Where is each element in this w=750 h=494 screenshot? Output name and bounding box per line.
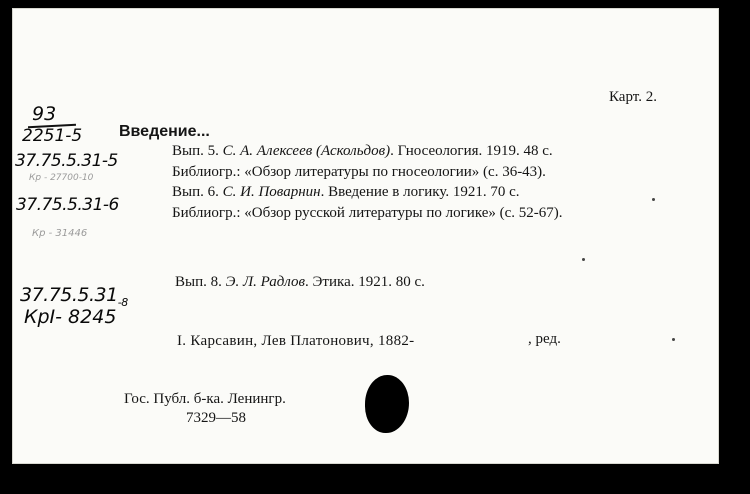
entry-prefix: Вып. 8.: [175, 274, 226, 290]
speck: [672, 338, 675, 341]
entry-line: [172, 183, 520, 201]
added-entry: I. Карсавин, Лев Платонович, 1882-: [177, 333, 415, 349]
entry-rest: . Введение в логику. 1921. 70 с.: [320, 184, 520, 200]
entry-rest: . Гносеология. 1919. 48 с.: [390, 143, 553, 159]
entry-line: [172, 142, 553, 160]
shelf-mark-3-sub: -8: [117, 295, 128, 309]
handwritten-number: 93: [32, 103, 57, 125]
entry-line: Библиогр.: «Обзор литературы по гносеологии» (с. 36-43).: [172, 164, 546, 180]
entry-prefix: Вып. 6.: [172, 184, 223, 200]
entry-author: С. А. Алексеев (Аскольдов): [222, 143, 391, 159]
faint-mark-1: Кр - 27700-10: [29, 173, 94, 183]
entry-line: Библиогр.: «Обзор русской литературы по логике» (с. 52-67).: [172, 205, 563, 221]
card-number: Карт. 2.: [609, 89, 657, 105]
shelf-mark-2: 37.75.5.31-6: [16, 195, 119, 215]
footer-line-2: 7329—58: [186, 410, 246, 426]
catalog-card: [12, 8, 719, 464]
shelf-mark-3-main: 37.75.5.31: [20, 284, 118, 306]
card-heading: Введение...: [119, 123, 210, 140]
speck: [652, 198, 655, 201]
entry-author: С. И. Поварнин: [222, 184, 321, 200]
entry-prefix: Вып. 5.: [172, 143, 223, 159]
handwritten-code: 2251-5: [22, 126, 83, 146]
shelf-mark-1: 37.75.5.31-5: [15, 151, 118, 171]
entry-line: [175, 273, 425, 291]
entry-rest: . Этика. 1921. 80 с.: [305, 274, 425, 290]
footer-line-1: Гос. Публ. б-ка. Ленингр.: [124, 391, 286, 407]
entry-author: Э. Л. Радлов: [225, 274, 306, 290]
faint-mark-2: Кр - 31446: [32, 228, 88, 239]
added-entry-suffix: , ред.: [528, 331, 561, 347]
shelf-mark-4: КрI- 8245: [24, 306, 117, 328]
speck: [582, 258, 585, 261]
ink-blot: [365, 375, 409, 433]
